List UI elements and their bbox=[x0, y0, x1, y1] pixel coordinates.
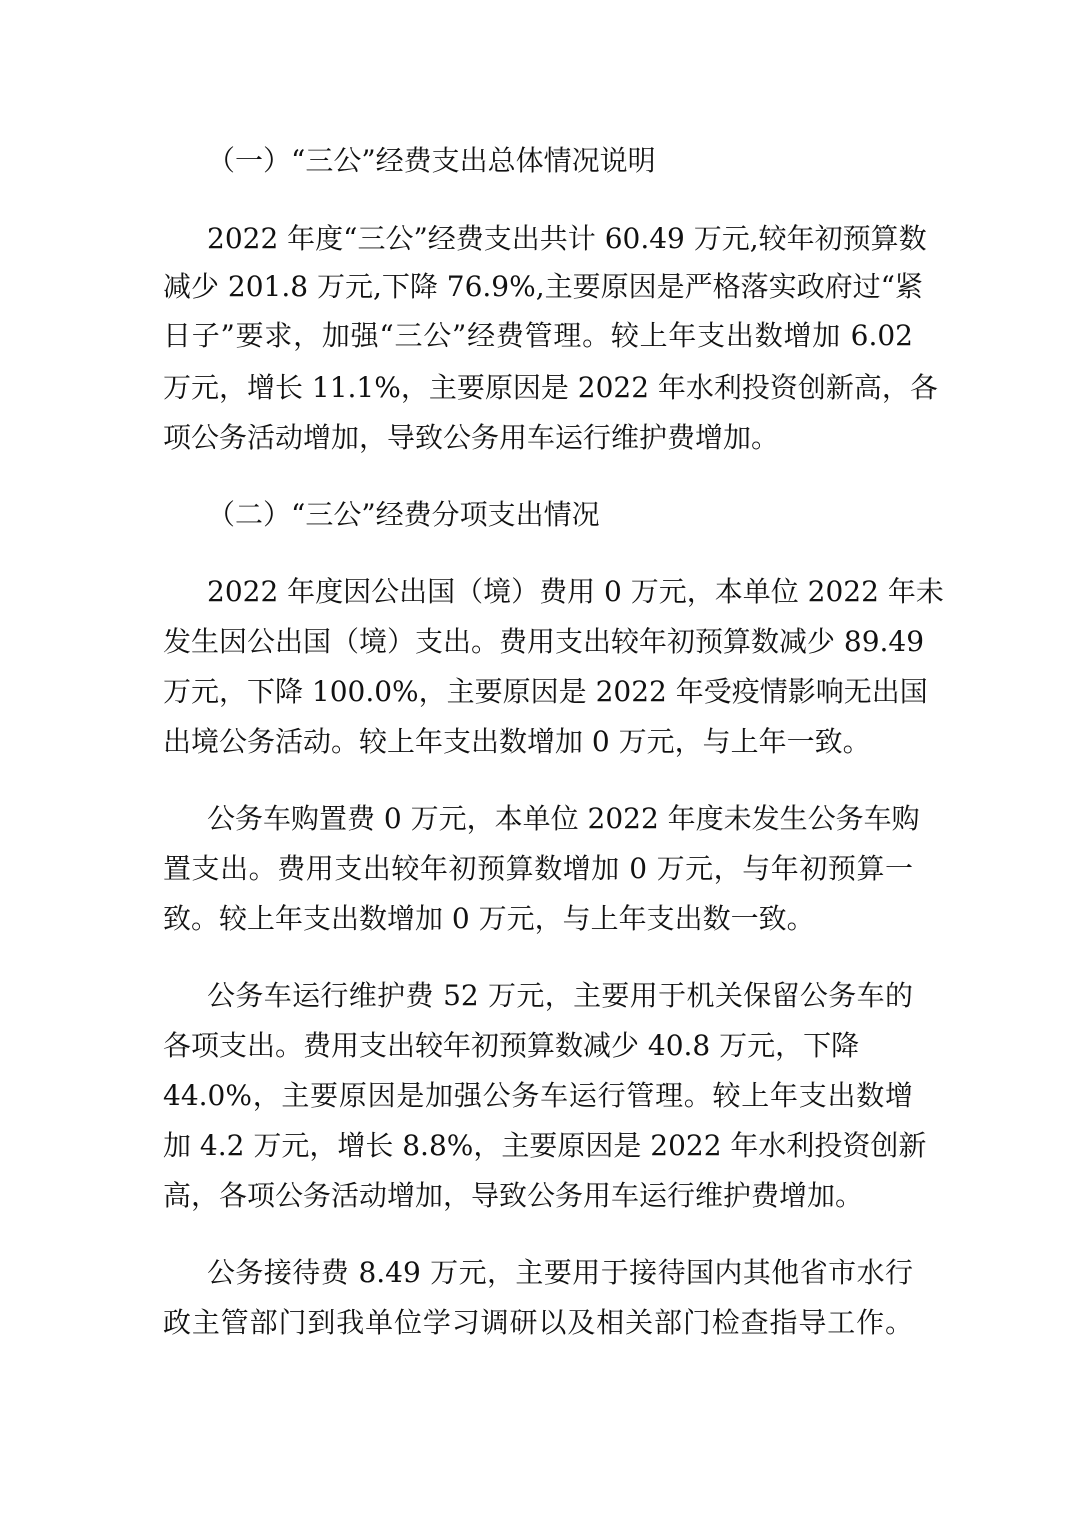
paragraph-line: 政主管部门到我单位学习调研以及相关部门检查指导工作。 bbox=[163, 1306, 913, 1339]
paragraph-line: 公务车运行维护费 52 万元，主要用于机关保留公务车的 bbox=[207, 979, 913, 1012]
paragraph-line: 万元，下降 100.0%，主要原因是 2022 年受疫情影响无出国 bbox=[163, 675, 928, 708]
paragraph-line: 万元，增长 11.1%，主要原因是 2022 年水利投资创新高，各 bbox=[163, 371, 938, 404]
paragraph-line: 发生因公出国（境）支出。费用支出较年初预算数减少 89.49 bbox=[163, 625, 925, 658]
paragraph-line: 日子”要求，加强“三公”经费管理。较上年支出数增加 6.02 bbox=[163, 319, 913, 352]
section-heading-1: （一）“三公”经费支出总体情况说明 bbox=[207, 144, 656, 177]
paragraph-line: 44.0%，主要原因是加强公务车运行管理。较上年支出数增 bbox=[163, 1079, 913, 1112]
paragraph-line: 致。较上年支出数增加 0 万元，与上年支出数一致。 bbox=[163, 902, 815, 935]
paragraph-line: 公务车购置费 0 万元，本单位 2022 年度未发生公务车购 bbox=[207, 802, 920, 835]
paragraph-line: 置支出。费用支出较年初预算数增加 0 万元，与年初预算一 bbox=[163, 852, 913, 885]
section-heading-2: （二）“三公”经费分项支出情况 bbox=[207, 498, 600, 531]
paragraph-line: 出境公务活动。较上年支出数增加 0 万元，与上年一致。 bbox=[163, 725, 871, 758]
paragraph-line: 公务接待费 8.49 万元，主要用于接待国内其他省市水行 bbox=[207, 1256, 913, 1289]
paragraph-line: 2022 年度“三公”经费支出共计 60.49 万元,较年初预算数 bbox=[207, 222, 927, 255]
paragraph-line: 2022 年度因公出国（境）费用 0 万元，本单位 2022 年未 bbox=[207, 575, 944, 608]
paragraph-line: 加 4.2 万元，增长 8.8%，主要原因是 2022 年水利投资创新 bbox=[163, 1129, 927, 1162]
paragraph-line: 高，各项公务活动增加，导致公务用车运行维护费增加。 bbox=[163, 1179, 864, 1212]
paragraph-line: 各项支出。费用支出较年初预算数减少 40.8 万元，下降 bbox=[163, 1029, 860, 1062]
paragraph-line: 项公务活动增加，导致公务用车运行维护费增加。 bbox=[163, 421, 780, 454]
paragraph-line: 减少 201.8 万元,下降 76.9%,主要原因是严格落实政府过“紧 bbox=[163, 270, 923, 303]
